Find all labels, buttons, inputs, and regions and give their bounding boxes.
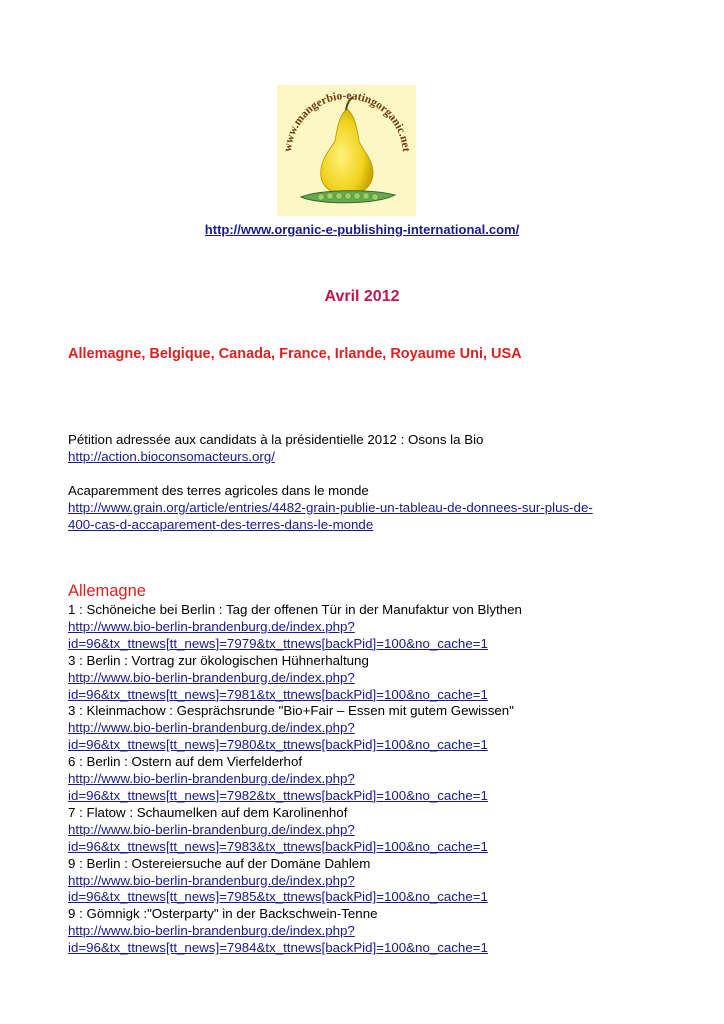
event-title: 3 : Kleinmachow : Gesprächsrunde "Bio+Fair – Essen mit gutem Gewissen" <box>68 703 514 719</box>
event-item <box>68 856 658 907</box>
logo-text: www.mangerbio-eatingorganic.net <box>282 89 412 153</box>
countries-heading: Allemagne, Belgique, Canada, France, Irlande, Royaume Uni, USA <box>68 346 522 362</box>
intro-link[interactable]: http://action.bioconsomacteurs.org/ <box>68 448 275 464</box>
event-link[interactable]: http://www.bio-berlin-brandenburg.de/index.php? <box>68 618 355 634</box>
event-title: 7 : Flatow : Schaumelken auf dem Karolinenhof <box>68 804 348 820</box>
site-logo <box>277 85 416 216</box>
event-link[interactable]: http://www.bio-berlin-brandenburg.de/index.php? <box>68 872 355 888</box>
event-link-continued[interactable]: id=96&tx_ttnews[tt_news]=7981&tx_ttnews[backPid]=100&no_cache=1 <box>68 686 488 702</box>
event-link[interactable]: http://www.bio-berlin-brandenburg.de/index.php? <box>68 771 355 787</box>
event-link-continued[interactable]: id=96&tx_ttnews[tt_news]=7983&tx_ttnews[backPid]=100&no_cache=1 <box>68 838 488 854</box>
event-item <box>68 906 658 957</box>
intro-text: Acaparemment des terres agricoles dans le monde <box>68 483 369 498</box>
event-item <box>68 653 658 704</box>
issue-date-heading: Avril 2012 <box>324 288 400 305</box>
event-title: 3 : Berlin : Vortrag zur ökologischen Hühnerhaltung <box>68 652 369 668</box>
event-title: 1 : Schöneiche bei Berlin : Tag der offenen Tür in der Manufaktur von Blythen <box>68 602 522 617</box>
event-item <box>68 602 658 653</box>
intro-item-land-grab <box>68 483 658 534</box>
event-item <box>68 805 658 856</box>
event-title: 6 : Berlin : Ostern auf dem Vierfelderhof <box>68 754 303 770</box>
event-link-continued[interactable]: id=96&tx_ttnews[tt_news]=7980&tx_ttnews[backPid]=100&no_cache=1 <box>68 737 488 753</box>
intro-link[interactable]: http://www.grain.org/article/entries/4482-grain-publie-un-tableau-de-donnees-sur-plus-de- <box>68 499 593 515</box>
site-url-link[interactable]: http://www.organic-e-publishing-international.com/ <box>204 222 520 237</box>
event-item <box>68 703 658 754</box>
event-title: 9 : Berlin : Ostereiersuche auf der Domäne Dahlem <box>68 855 371 871</box>
intro-item-petition <box>68 432 658 466</box>
pear-and-peapod-icon <box>277 85 416 216</box>
event-link-continued[interactable]: id=96&tx_ttnews[tt_news]=7985&tx_ttnews[backPid]=100&no_cache=1 <box>68 889 488 905</box>
intro-link-continued[interactable]: 400-cas-d-accaparement-des-terres-dans-le-monde <box>68 516 374 532</box>
section-heading-germany: Allemagne <box>68 582 146 600</box>
event-list <box>68 602 658 957</box>
event-link-continued[interactable]: id=96&tx_ttnews[tt_news]=7982&tx_ttnews[backPid]=100&no_cache=1 <box>68 787 488 803</box>
event-title: 9 : Gömnigk :"Osterparty" in der Backschwein-Tenne <box>68 906 378 922</box>
event-link-continued[interactable]: id=96&tx_ttnews[tt_news]=7984&tx_ttnews[backPid]=100&no_cache=1 <box>68 940 488 956</box>
event-link[interactable]: http://www.bio-berlin-brandenburg.de/index.php? <box>68 669 355 685</box>
event-link[interactable]: http://www.bio-berlin-brandenburg.de/index.php? <box>68 923 355 939</box>
intro-text: Pétition adressée aux candidats à la présidentielle 2012 : Osons la Bio <box>68 432 484 447</box>
event-link-continued[interactable]: id=96&tx_ttnews[tt_news]=7979&tx_ttnews[backPid]=100&no_cache=1 <box>68 635 488 651</box>
event-item <box>68 754 658 805</box>
event-link[interactable]: http://www.bio-berlin-brandenburg.de/index.php? <box>68 821 355 837</box>
event-link[interactable]: http://www.bio-berlin-brandenburg.de/index.php? <box>68 720 355 736</box>
